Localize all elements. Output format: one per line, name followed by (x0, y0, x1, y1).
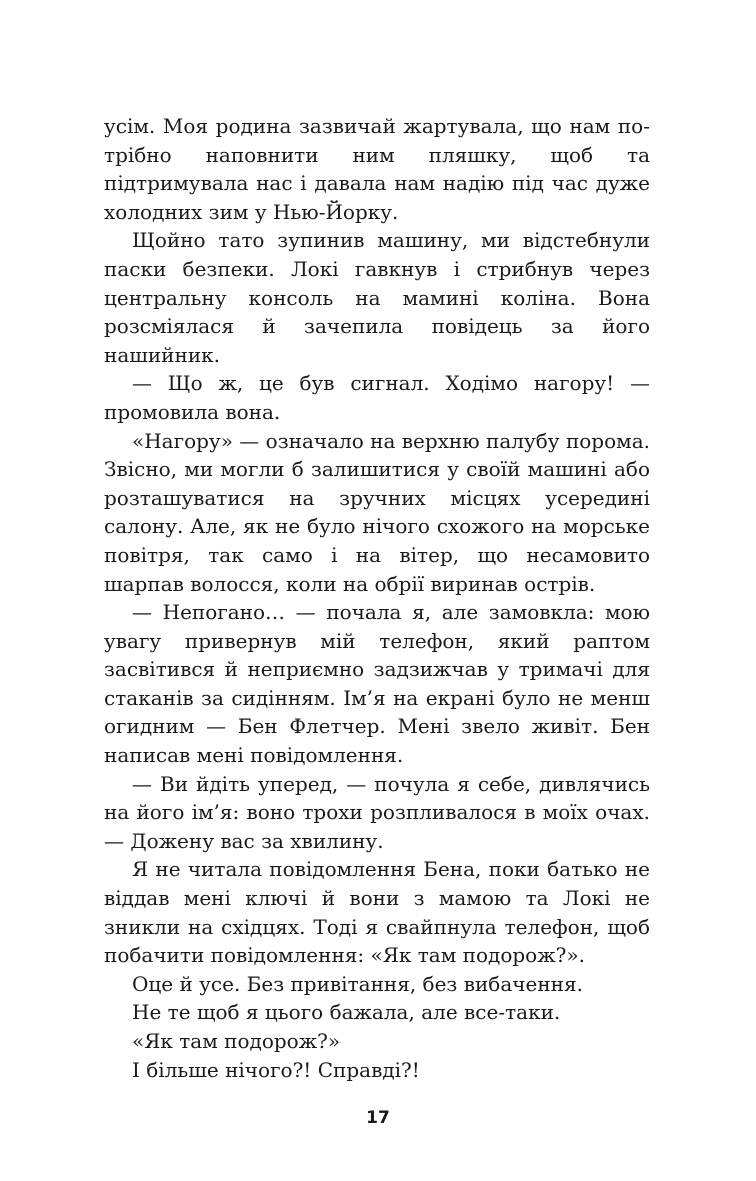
paragraph: «Нагору» — означало на верхню палубу порома. Звісно, ми могли б залишитися у своїй машині або розташуватися на зручних місцях усередині салону. Але, як не було нічого схожого на морське повітря, так само і на вітер, що несамовито шарпав волосся, коли на обрії виринав острів. (104, 428, 650, 596)
paragraph: Оце й усе. Без привітання, без вибачення. (132, 971, 583, 996)
paragraph: Не те щоб я цього бажала, але все-таки. (132, 1000, 561, 1025)
body-text (104, 112, 650, 1084)
page-number: 17 (366, 1108, 390, 1128)
paragraph: — Що ж, це був сигнал. Ходімо нагору! — промовила вона. (104, 371, 650, 424)
paragraph: Я не читала повідомлення Бена, поки батько не віддав мені ключі й вони з мамою та Локі не зникли на східцях. Тоді я свайпнула телефон, щоб побачити повідомлення: «Як там подорож?». (104, 857, 650, 968)
paragraph: — Ви йдіть уперед, — почула я себе, дивлячись на його ім’я: воно трохи розпливалося в моїх очах. — Дожену вас за хвилину. (104, 771, 650, 853)
paragraph: Щойно тато зупинив машину, ми відстебнули паски безпеки. Локі гавкнув і стрибнув через центральну консоль на мамині коліна. Вона розсміялася й зачепила повідець за його нашийник. (104, 228, 650, 367)
paragraph: — Непогано… — почала я, але замовкла: мою увагу привернув мій телефон, який раптом засвітився й неприємно задзижчав у тримачі для стаканів за сидінням. Ім’я на екрані було не менш огидним — Бен Флетчер. Мені звело живіт. Бен написав мені повідомлення. (104, 600, 650, 768)
paragraph: усім. Моя родина зазвичай жартувала, що нам потрібно наповнити ним пляшку, щоб та підтримувала нас і давала нам надію під час дуже холодних зим у Нью-Йорку. (104, 114, 650, 224)
paragraph: І більше нічого?! Справді?! (132, 1057, 420, 1082)
paragraph: «Як там подорож?» (132, 1029, 341, 1053)
